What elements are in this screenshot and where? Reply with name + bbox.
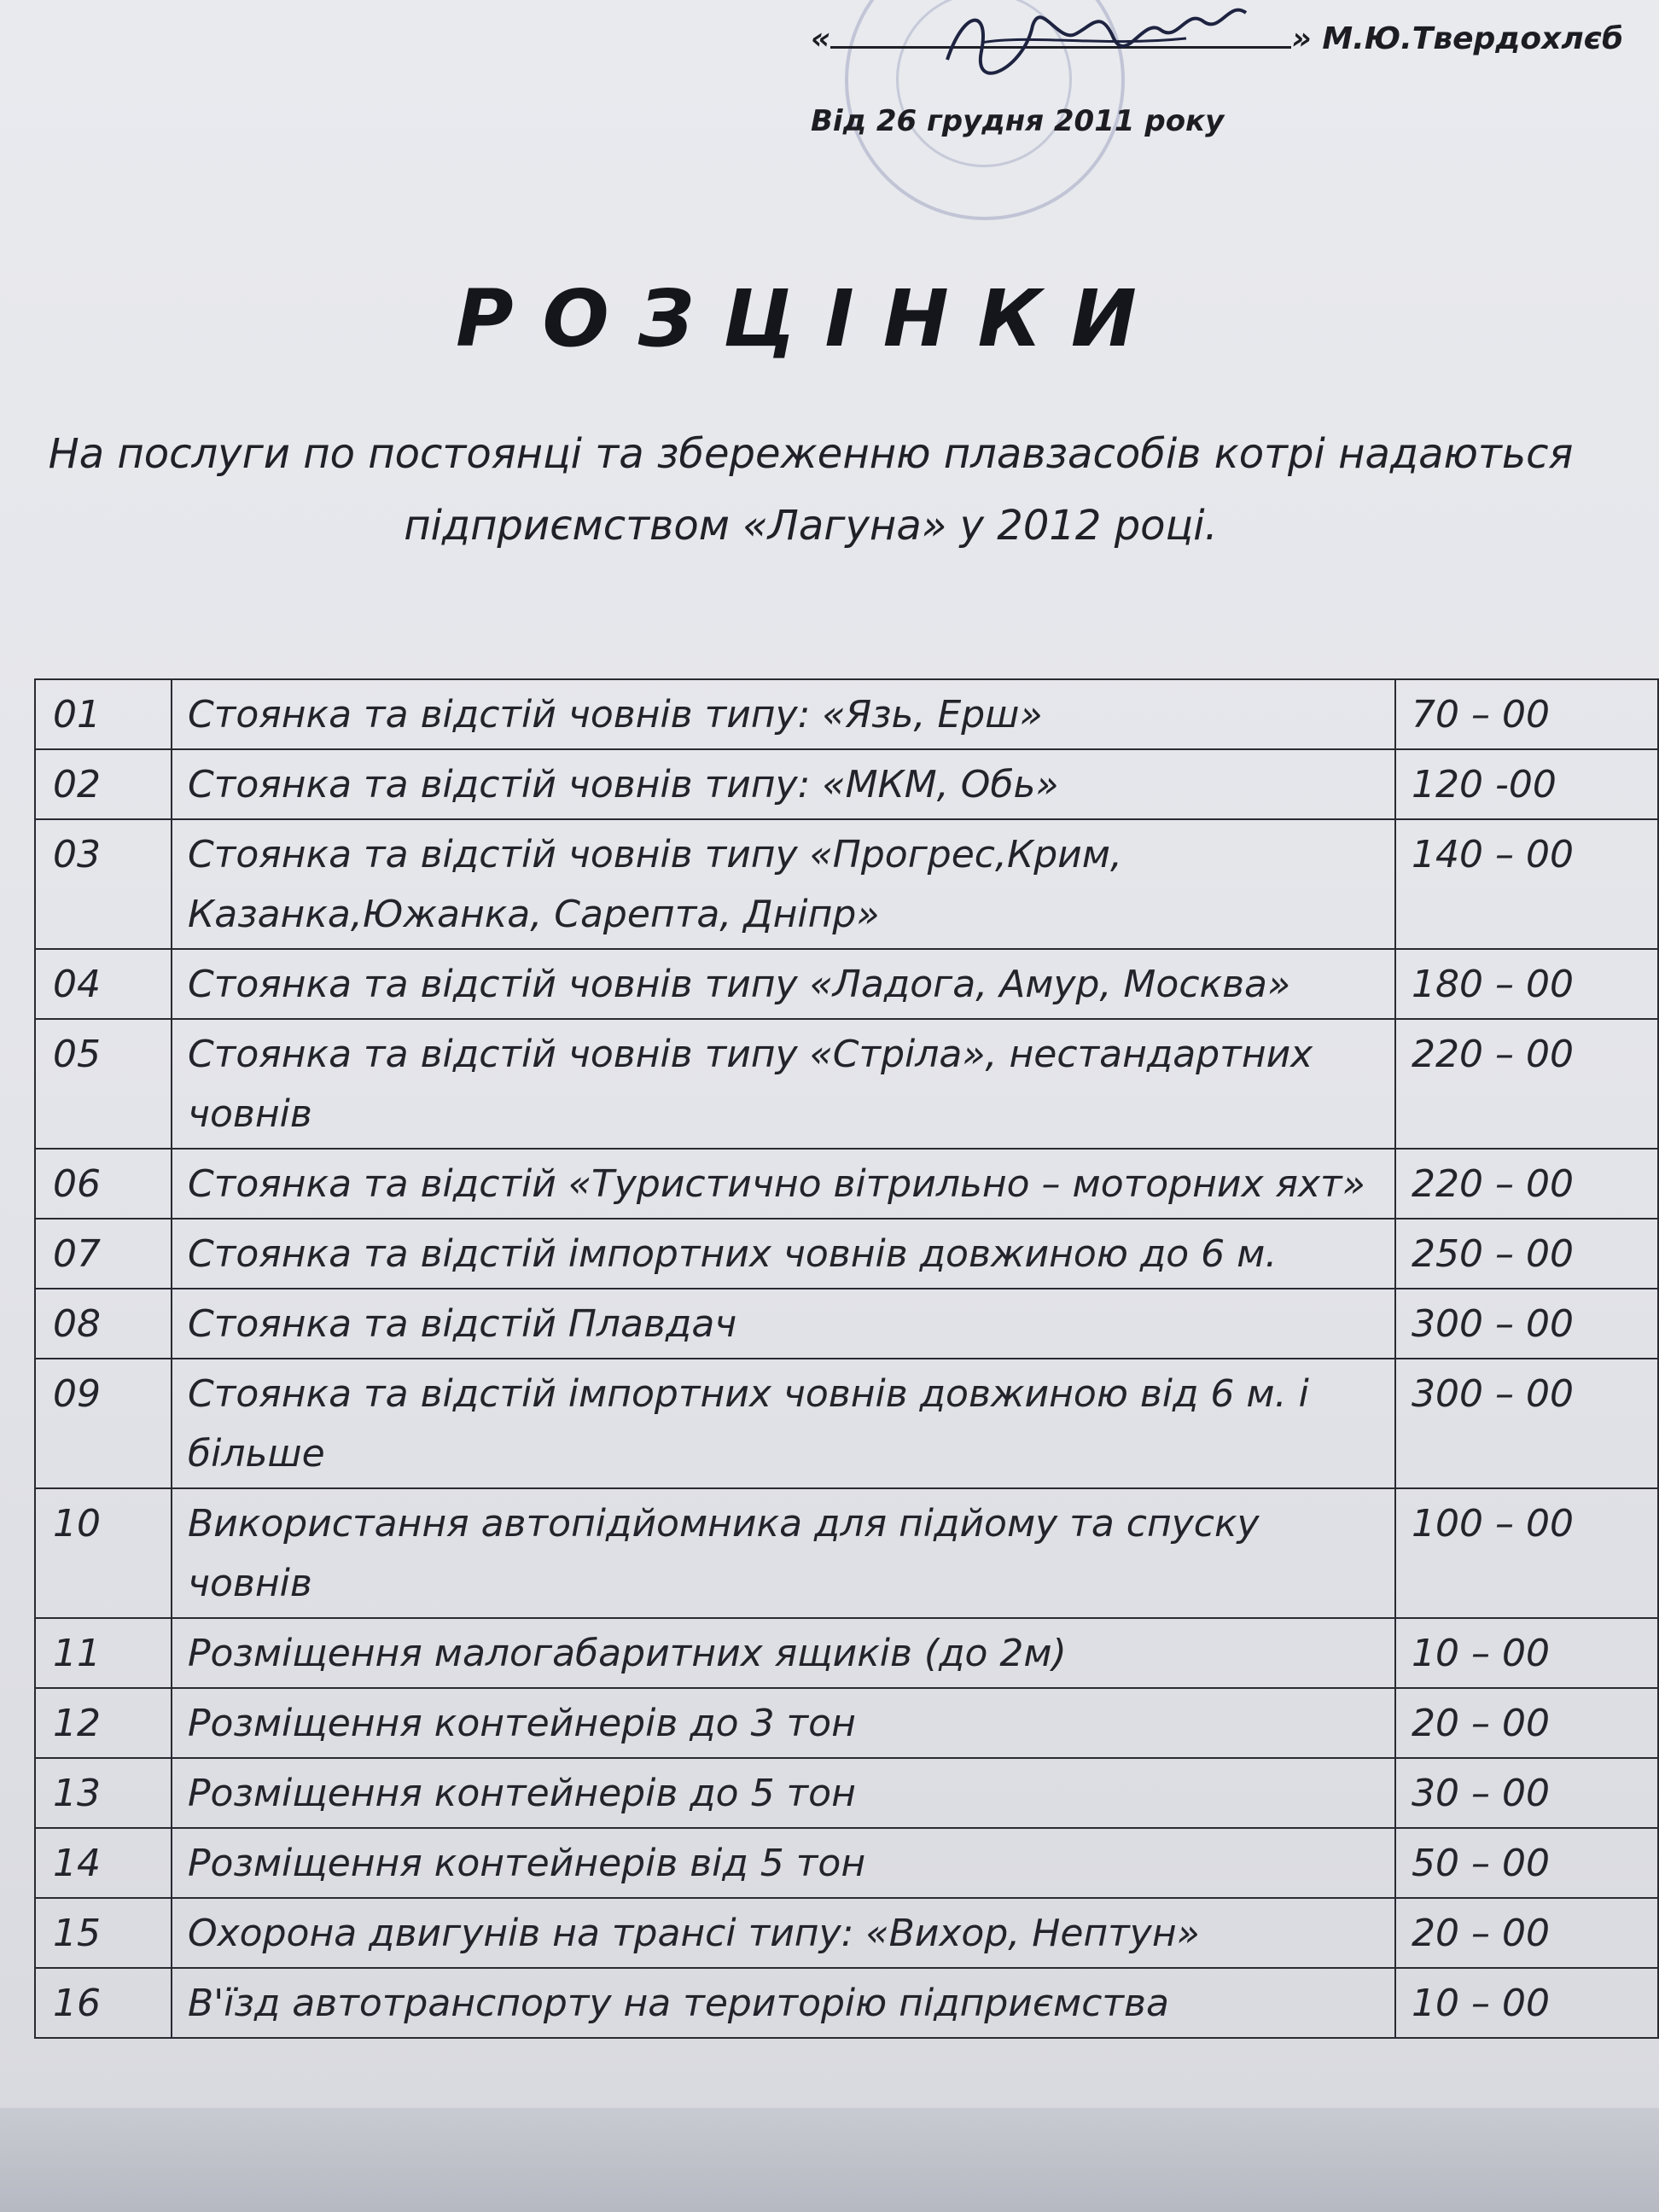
approver-name: » М.Ю.Твердохлєб <box>1291 21 1624 56</box>
page-title: РОЗЦІНКИ <box>456 273 1166 364</box>
service-price: 140 – 00 <box>1395 819 1658 949</box>
price-table <box>34 678 1659 2039</box>
service-price: 20 – 00 <box>1395 1898 1658 1968</box>
table-row <box>35 1219 1658 1289</box>
approval-date: Від 26 грудня 2011 року <box>811 104 1225 138</box>
service-price: 70 – 00 <box>1395 679 1658 749</box>
service-name: В'їзд автотранспорту на територію підприємства <box>172 1968 1395 2038</box>
service-price: 220 – 00 <box>1395 1149 1658 1219</box>
row-number: 15 <box>35 1898 172 1968</box>
service-name: Використання автопідйомника для підйому та спуску човнів <box>172 1488 1395 1618</box>
row-number: 03 <box>35 819 172 949</box>
service-price: 10 – 00 <box>1395 1968 1658 2038</box>
table-row <box>35 1289 1658 1359</box>
service-name: Розміщення контейнерів від 5 тон <box>172 1828 1395 1898</box>
table-row <box>35 749 1658 819</box>
service-price: 50 – 00 <box>1395 1828 1658 1898</box>
table-row <box>35 1618 1658 1688</box>
row-number: 14 <box>35 1828 172 1898</box>
row-number: 01 <box>35 679 172 749</box>
table-row <box>35 1149 1658 1219</box>
service-price: 100 – 00 <box>1395 1488 1658 1618</box>
row-number: 11 <box>35 1618 172 1688</box>
service-name: Стоянка та відстій човнів типу «Прогрес,Крим, Казанка,Южанка, Сарепта, Дніпр» <box>172 819 1395 949</box>
service-name: Стоянка та відстій човнів типу: «Язь, Ерш» <box>172 679 1395 749</box>
table-row <box>35 679 1658 749</box>
service-price: 30 – 00 <box>1395 1758 1658 1828</box>
handwritten-signature <box>930 0 1254 85</box>
service-name: Стоянка та відстій «Туристично вітрильно – моторних яхт» <box>172 1149 1395 1219</box>
subtitle-line-2: підприємством «Лагуна» у 2012 році. <box>404 502 1218 550</box>
service-name: Охорона двигунів на трансі типу: «Вихор, Нептун» <box>172 1898 1395 1968</box>
table-row <box>35 1688 1658 1758</box>
service-price: 10 – 00 <box>1395 1618 1658 1688</box>
service-name: Стоянка та відстій Плавдач <box>172 1289 1395 1359</box>
table-row <box>35 1968 1658 2038</box>
row-number: 12 <box>35 1688 172 1758</box>
row-number: 07 <box>35 1219 172 1289</box>
row-number: 08 <box>35 1289 172 1359</box>
table-row <box>35 1758 1658 1828</box>
table-row <box>35 1359 1658 1488</box>
table-row <box>35 949 1658 1019</box>
service-price: 250 – 00 <box>1395 1219 1658 1289</box>
table-row <box>35 1019 1658 1149</box>
subtitle-line-1: На послуги по постоянці та збереженню плавзасобів котрі надаються <box>48 430 1574 478</box>
row-number: 16 <box>35 1968 172 2038</box>
service-name: Стоянка та відстій імпортних човнів довжиною до 6 м. <box>172 1219 1395 1289</box>
table-row <box>35 819 1658 949</box>
table-row <box>35 1488 1658 1618</box>
service-name: Стоянка та відстій човнів типу: «МКМ, Обь» <box>172 749 1395 819</box>
service-price: 180 – 00 <box>1395 949 1658 1019</box>
row-number: 06 <box>35 1149 172 1219</box>
service-price: 220 – 00 <box>1395 1019 1658 1149</box>
row-number: 10 <box>35 1488 172 1618</box>
surface-below-page <box>0 2108 1659 2212</box>
service-name: Стоянка та відстій імпортних човнів довжиною від 6 м. і більше <box>172 1359 1395 1488</box>
row-number: 13 <box>35 1758 172 1828</box>
row-number: 04 <box>35 949 172 1019</box>
table-row <box>35 1828 1658 1898</box>
service-price: 20 – 00 <box>1395 1688 1658 1758</box>
service-name: Стоянка та відстій човнів типу «Стріла», нестандартних човнів <box>172 1019 1395 1149</box>
service-name: Розміщення контейнерів до 5 тон <box>172 1758 1395 1828</box>
row-number: 09 <box>35 1359 172 1488</box>
page-subtitle <box>0 418 1621 562</box>
row-number: 02 <box>35 749 172 819</box>
row-number: 05 <box>35 1019 172 1149</box>
price-table-body <box>35 679 1658 2038</box>
service-name: Стоянка та відстій човнів типу «Ладога, Амур, Москва» <box>172 949 1395 1019</box>
service-price: 120 -00 <box>1395 749 1658 819</box>
service-name: Розміщення контейнерів до 3 тон <box>172 1688 1395 1758</box>
service-name: Розміщення малогабаритних ящиків (до 2м) <box>172 1618 1395 1688</box>
table-row <box>35 1898 1658 1968</box>
approval-block <box>811 9 1630 145</box>
service-price: 300 – 00 <box>1395 1289 1658 1359</box>
service-price: 300 – 00 <box>1395 1359 1658 1488</box>
open-quote: « <box>811 21 831 56</box>
